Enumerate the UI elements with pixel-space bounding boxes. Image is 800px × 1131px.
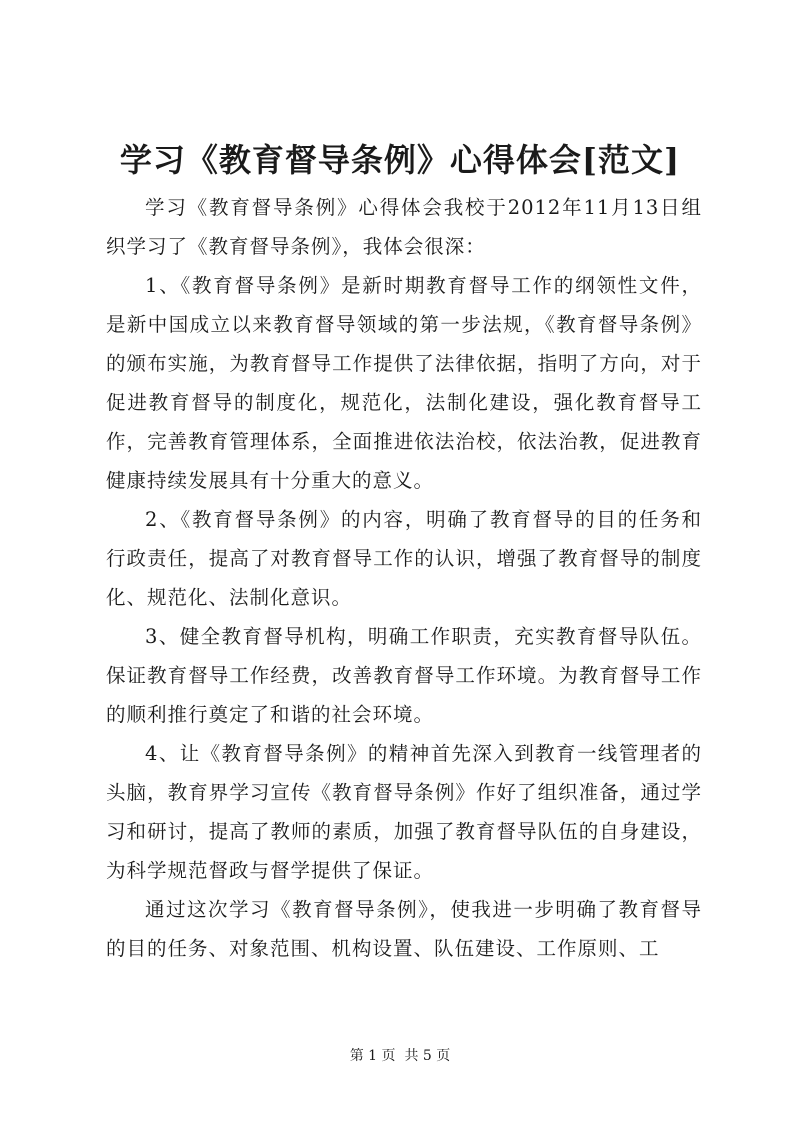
page-footer: 第 1 页 共 5 页: [349, 1048, 451, 1064]
document-title: 学习《教育督导条例》心得体会[范文]: [119, 141, 681, 179]
paragraph-point-3: 3、健全教育督导机构，明确工作职责，充实教育督导队伍。保证教育督导工作经费，改善教育督导工作环境。为教育督导工作的顺利推行奠定了和谐的社会环境。: [106, 625, 702, 726]
paragraph-point-4: 4、让《教育督导条例》的精神首先深入到教育一线管理者的头脑，教育界学习宣传《教育督导条例》作好了组织准备，通过学习和研讨，提高了教师的素质，加强了教育督导队伍的自身建设，为科学规范督政与督学提供了保证。: [106, 742, 702, 882]
document-body: [106, 188, 702, 968]
paragraph-intro: 学习《教育督导条例》心得体会我校于2012年11月13日组织学习了《教育督导条例》，我体会很深：: [106, 196, 702, 258]
paragraph-conclusion: 通过这次学习《教育督导条例》，使我进一步明确了教育督导的目的任务、对象范围、机构设置、队伍建设、工作原则、工: [106, 898, 702, 960]
paragraph-point-2: 2、《教育督导条例》的内容，明确了教育督导的目的任务和行政责任，提高了对教育督导工作的认识，增强了教育督导的制度化、规范化、法制化意识。: [106, 508, 702, 609]
paragraph-point-1: 1、《教育督导条例》是新时期教育督导工作的纲领性文件，是新中国成立以来教育督导领域的第一步法规，《教育督导条例》的颁布实施，为教育督导工作提供了法律依据，指明了方向，对于促进教育督导的制度化，规范化，法制化建设，强化教育督导工作，完善教育管理体系，全面推进依法治校，依法治教，促进教育健康持续发展具有十分重大的意义。: [106, 274, 702, 492]
